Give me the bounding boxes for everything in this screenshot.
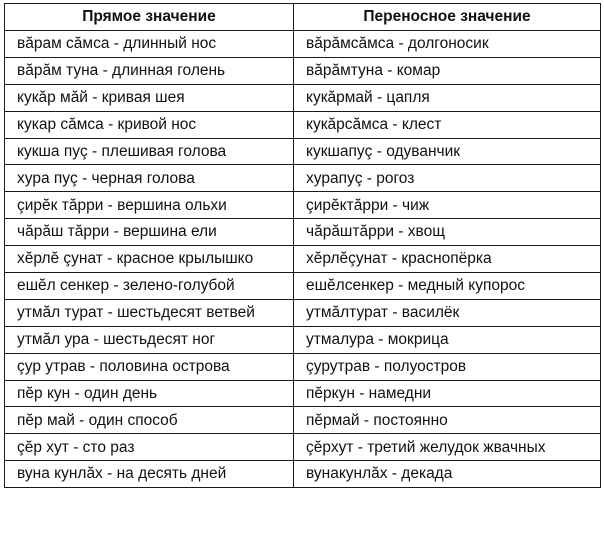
literal-meaning-cell: вăрам сăмса - длинный нос <box>5 31 294 58</box>
table-row <box>5 326 601 353</box>
literal-meaning-cell: кукша пуç - плешивая голова <box>5 138 294 165</box>
table-row <box>5 434 601 461</box>
literal-meaning-cell: кукăр мăй - кривая шея <box>5 84 294 111</box>
literal-meaning-cell: çĕр хут - сто раз <box>5 434 294 461</box>
meaning-table <box>4 3 601 488</box>
table-header-row <box>5 4 601 31</box>
literal-meaning-cell: чăрăш тăрри - вершина ели <box>5 219 294 246</box>
header-figurative-meaning: Переносное значение <box>294 4 601 31</box>
header-literal-meaning: Прямое значение <box>5 4 294 31</box>
table-row <box>5 138 601 165</box>
literal-meaning-cell: ешĕл сенкер - зелено-голубой <box>5 273 294 300</box>
literal-meaning-cell: хура пуç - черная голова <box>5 165 294 192</box>
table-row <box>5 407 601 434</box>
figurative-meaning-cell: кукăрмай - цапля <box>294 84 601 111</box>
figurative-meaning-cell: ешĕлсенкер - медный купорос <box>294 273 601 300</box>
figurative-meaning-cell: вăрăмтуна - комар <box>294 57 601 84</box>
literal-meaning-cell: пĕр кун - один день <box>5 380 294 407</box>
figurative-meaning-cell: кукăрсăмса - клест <box>294 111 601 138</box>
figurative-meaning-cell: пĕркун - намедни <box>294 380 601 407</box>
figurative-meaning-cell: çĕрхут - третий желудок жвачных <box>294 434 601 461</box>
figurative-meaning-cell: чăрăштăрри - хвощ <box>294 219 601 246</box>
table-row <box>5 461 601 488</box>
table-row <box>5 219 601 246</box>
table-row <box>5 84 601 111</box>
table-row <box>5 380 601 407</box>
table-row <box>5 165 601 192</box>
literal-meaning-cell: çур утрав - половина острова <box>5 353 294 380</box>
figurative-meaning-cell: çурутрав - полуостров <box>294 353 601 380</box>
table-row <box>5 353 601 380</box>
table-row <box>5 273 601 300</box>
literal-meaning-cell: çирĕк тăрри - вершина ольхи <box>5 192 294 219</box>
literal-meaning-cell: кукар сăмса - кривой нос <box>5 111 294 138</box>
table-row <box>5 192 601 219</box>
literal-meaning-cell: утмăл ура - шестьдесят ног <box>5 326 294 353</box>
figurative-meaning-cell: кукшапуç - одуванчик <box>294 138 601 165</box>
literal-meaning-cell: вăрăм туна - длинная голень <box>5 57 294 84</box>
figurative-meaning-cell: хĕрлĕçунат - краснопёрка <box>294 246 601 273</box>
literal-meaning-cell: хĕрлĕ çунат - красное крылышко <box>5 246 294 273</box>
figurative-meaning-cell: хурапуç - рогоз <box>294 165 601 192</box>
figurative-meaning-cell: вăрăмсăмса - долгоносик <box>294 31 601 58</box>
table-row <box>5 246 601 273</box>
table-row <box>5 31 601 58</box>
figurative-meaning-cell: вунакунлăх - декада <box>294 461 601 488</box>
table-body <box>5 31 601 488</box>
figurative-meaning-cell: пĕрмай - постоянно <box>294 407 601 434</box>
figurative-meaning-cell: утмалура - мокрица <box>294 326 601 353</box>
literal-meaning-cell: вуна кунлăх - на десять дней <box>5 461 294 488</box>
literal-meaning-cell: пĕр май - один способ <box>5 407 294 434</box>
literal-meaning-cell: утмăл турат - шестьдесят ветвей <box>5 299 294 326</box>
table-row <box>5 111 601 138</box>
table-row <box>5 299 601 326</box>
figurative-meaning-cell: çирĕктăрри - чиж <box>294 192 601 219</box>
figurative-meaning-cell: утмăлтурат - василёк <box>294 299 601 326</box>
table-row <box>5 57 601 84</box>
